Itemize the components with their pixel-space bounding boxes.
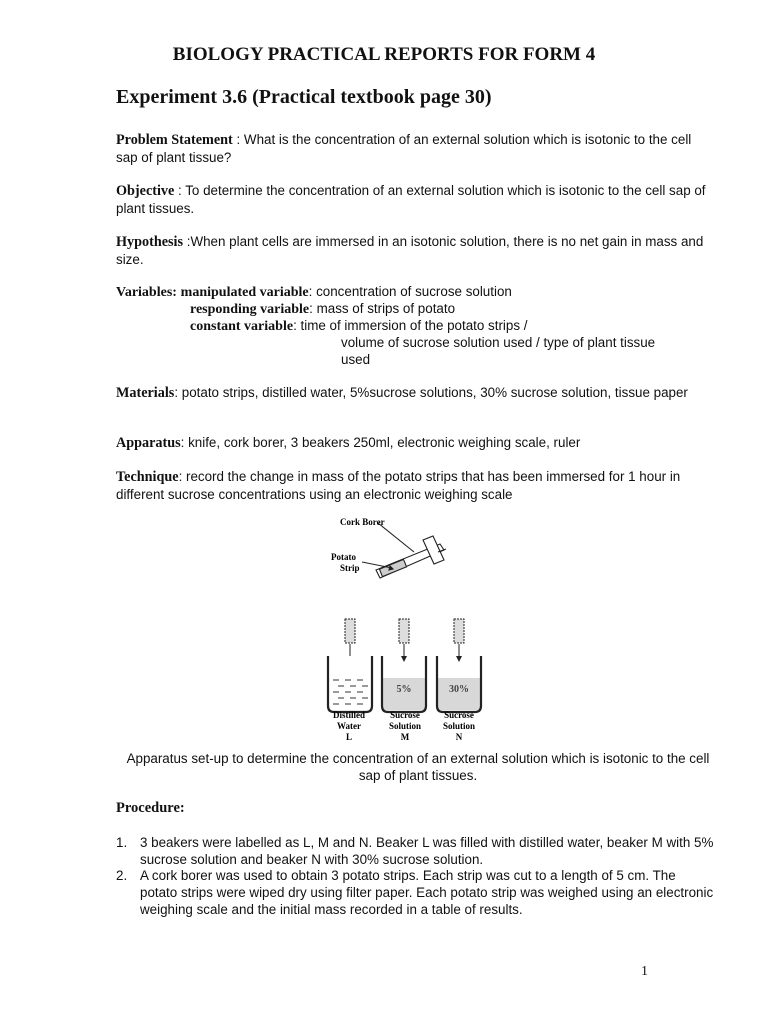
potato-strip-2	[399, 619, 409, 662]
figure-caption: Apparatus set-up to determine the concentration of an external solution which is isotonic to the cell sap of plant tissues.	[126, 751, 710, 783]
beaker-m-percent: 5%	[396, 684, 412, 695]
constant-value: : time of immersion of the potato strips /	[293, 318, 528, 333]
constant-line-2: volume of sucrose solution used / type of plant tissue	[341, 335, 656, 350]
beaker-l-label-2: Water	[337, 721, 361, 731]
beaker-l	[328, 656, 372, 712]
procedure-number: 1.	[116, 835, 128, 850]
objective-text: : To determine the concentration of an external solution which is isotonic to the cell sap of plant tissues.	[116, 183, 706, 216]
beaker-n-label-2: Solution	[442, 721, 476, 731]
constant-label: constant variable	[190, 319, 294, 334]
procedure-text: 3 beakers were labelled as L, M and N. Beaker L was filled with distilled water, beaker M with 5% sucrose solution and beaker N with 30% sucrose solution.	[140, 835, 714, 867]
apparatus-label: Apparatus	[116, 435, 181, 451]
procedure-item-2	[116, 867, 716, 918]
responding-value: : mass of strips of potato	[309, 301, 456, 316]
materials	[116, 384, 716, 402]
apparatus-text: : knife, cork borer, 3 beakers 250ml, electronic weighing scale, ruler	[180, 435, 581, 450]
procedure-number: 2.	[116, 868, 128, 883]
problem-text: : What is the concentration of an external solution which is isotonic to the cell sap of plant tissue?	[116, 132, 692, 165]
hypothesis-label: Hypothesis	[116, 234, 184, 250]
beaker-l-letter: L	[345, 732, 353, 742]
beaker-l-label-1: Distilled	[332, 710, 366, 720]
experiment-heading: Experiment 3.6 (Practical textbook page 30)	[116, 86, 492, 108]
apparatus	[116, 434, 716, 452]
technique-label: Technique	[116, 469, 179, 485]
beaker-m-label-2: Solution	[388, 721, 422, 731]
potato-label: Potato	[331, 552, 356, 562]
objective	[116, 182, 716, 217]
responding-label: responding variable	[190, 302, 310, 317]
responding-variable-row	[190, 300, 455, 318]
materials-label: Materials	[116, 385, 175, 401]
materials-text: : potato strips, distilled water, 5%sucrose solutions, 30% sucrose solution, tissue paper	[174, 385, 688, 400]
procedure-heading: Procedure:	[116, 800, 185, 816]
technique-text: : record the change in mass of the potato strips that has been immersed for 1 hour in different sucrose concentrations using an electronic weighing scale	[116, 469, 681, 502]
beaker-m-label-1: Sucrose	[390, 710, 420, 720]
cork-borer-illustration	[362, 523, 446, 578]
potato-strip-1	[345, 619, 355, 662]
problem-statement	[116, 131, 716, 166]
page-title: BIOLOGY PRACTICAL REPORTS FOR FORM 4	[172, 44, 596, 65]
strip-label: Strip	[340, 563, 360, 573]
manipulated-value: : concentration of sucrose solution	[308, 284, 512, 299]
procedure-text: A cork borer was used to obtain 3 potato strips. Each strip was cut to a length of 5 cm. The potato strips were wiped dry using filter paper. Each potato strip was weighed using an electronic weighing scale and the initial mass recorded in a table of results.	[140, 868, 714, 917]
cork-borer-label: Cork Borer	[340, 517, 385, 527]
beaker-n-label-1: Sucrose	[444, 710, 474, 720]
problem-label: Problem Statement	[116, 132, 233, 148]
variables-label: Variables:	[116, 285, 177, 300]
beaker-n-letter: N	[455, 732, 463, 742]
manipulated-variable-row	[116, 283, 512, 301]
constant-variable-row	[190, 317, 528, 335]
potato-strip-3	[454, 619, 464, 662]
objective-label: Objective	[116, 183, 175, 199]
beaker-m-letter: M	[400, 732, 410, 742]
manipulated-label: manipulated variable	[180, 285, 309, 300]
beaker-n-percent: 30%	[449, 684, 469, 695]
constant-line-3: used	[341, 352, 371, 367]
procedure-item-1	[116, 834, 716, 868]
page-number: 1	[641, 964, 648, 979]
hypothesis-text: :When plant cells are immersed in an isotonic solution, there is no net gain in mass and size.	[116, 234, 704, 267]
apparatus-figure	[0, 508, 768, 748]
technique	[116, 468, 716, 503]
hypothesis	[116, 233, 716, 268]
